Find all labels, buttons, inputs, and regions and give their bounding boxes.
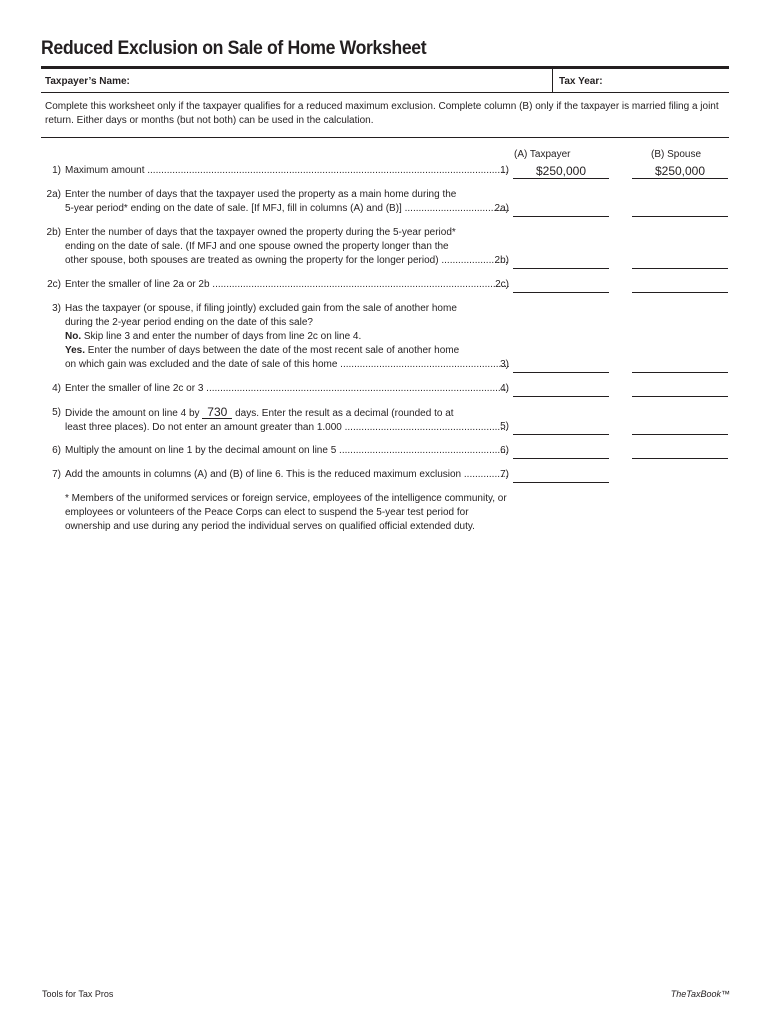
line-2a-column-b[interactable] — [632, 202, 728, 217]
line-number: 3) — [52, 303, 61, 314]
name-bar — [41, 69, 729, 93]
line-5-column-a[interactable] — [513, 420, 609, 435]
line-text: Enter the smaller of line 2c or 3 ..... — [65, 382, 509, 396]
line-4-column-a[interactable] — [513, 382, 609, 397]
line-number: 2c) — [47, 279, 61, 290]
days-divisor: 730 — [202, 406, 232, 419]
line-number: 4) — [52, 383, 61, 394]
yes-option: Yes. Enter the number of days between the date of the most recent sale of another home — [65, 345, 460, 356]
line-label: 6) — [500, 445, 509, 456]
line-2b-column-b[interactable] — [632, 254, 728, 269]
line-text: Has the taxpayer (or spouse, if filing jointly) excluded gain from the sale of another home — [65, 303, 457, 314]
line-3-column-b[interactable] — [632, 358, 728, 373]
line-label: 2b) — [494, 255, 509, 266]
line-6-column-a[interactable] — [513, 444, 609, 459]
line-2c-column-b[interactable] — [632, 278, 728, 293]
line-2c-column-a[interactable] — [513, 278, 609, 293]
line-2b-column-a[interactable] — [513, 254, 609, 269]
line-number: 2b) — [46, 227, 61, 238]
line-label: 3) — [500, 359, 509, 370]
no-option: No. Skip line 3 and enter the number of days from line 2c on line 4. — [65, 331, 362, 342]
line-7-column-a[interactable] — [513, 468, 609, 483]
line-text: Maximum amount ..... — [65, 164, 509, 178]
column-b-header: (B) Spouse — [651, 149, 702, 160]
line-label: 2c) — [495, 279, 509, 290]
page-title: Reduced Exclusion on Sale of Home Worksheet — [41, 38, 427, 59]
line-text: Add the amounts in columns (A) and (B) of line 6. This is the reduced maximum exclusion ..... — [65, 468, 509, 482]
line-1-column-a[interactable]: $250,000 — [513, 164, 609, 179]
column-headers — [41, 138, 729, 164]
line-text: least three places). Do not enter an amount greater than 1.000 ..... — [65, 421, 509, 435]
line-number: 5) — [52, 407, 61, 418]
line-text: Enter the number of days that the taxpayer used the property as a main home during the — [65, 189, 457, 200]
line-text: Enter the number of days that the taxpayer owned the property during the 5-year period* — [65, 227, 456, 238]
taxpayer-name-field[interactable]: Taxpayer’s Name: — [41, 69, 553, 92]
line-label: 4) — [500, 383, 509, 394]
line-text: during the 2-year period ending on the date of this sale? — [65, 317, 313, 328]
line-number: 2a) — [46, 189, 61, 200]
line-6-column-b[interactable] — [632, 444, 728, 459]
column-a-header: (A) Taxpayer — [514, 149, 571, 160]
line-label: 7) — [500, 469, 509, 480]
worksheet-lines — [41, 164, 729, 584]
line-text: other spouse, both spouses are treated as owning the property for the longer period) ..... — [65, 254, 509, 268]
line-number: 6) — [52, 445, 61, 456]
line-5-column-b[interactable] — [632, 420, 728, 435]
line-text: on which gain was excluded and the date of sale of this home ..... — [65, 358, 509, 372]
line-2a-column-a[interactable] — [513, 202, 609, 217]
line-text: Multiply the amount on line 1 by the decimal amount on line 5 ..... — [65, 444, 509, 458]
instructions: Complete this worksheet only if the taxpayer qualifies for a reduced maximum exclusion. Complete column (B) only if the taxpayer is married filing a joint return. Either days or months (but not both) can be used in the calculation. — [45, 101, 719, 126]
line-1-column-b[interactable]: $250,000 — [632, 164, 728, 179]
tax-year-field[interactable]: Tax Year: — [559, 76, 603, 87]
line-label: 5) — [500, 421, 509, 432]
line-4-column-b[interactable] — [632, 382, 728, 397]
line-label: 1) — [500, 165, 509, 176]
footnote-text: * Members of the uniformed services or foreign service, employees of the intelligence community, or employees or volunteers of the Peace Corps can elect to suspend the 5-year test period for ownership and use during any period the individual serves on qualified official extended duty. — [65, 493, 507, 532]
footer-brand: TheTaxBook™ — [670, 989, 730, 999]
line-number: 1) — [52, 165, 61, 176]
line-text: Divide the amount on line 4 by 730 days. Enter the result as a decimal (rounded to at — [65, 406, 454, 419]
worksheet — [41, 36, 729, 584]
line-number: 7) — [52, 469, 61, 480]
line-text: ending on the date of sale. (If MFJ and one spouse owned the property longer than the — [65, 241, 449, 252]
line-text: 5-year period* ending on the date of sale. [If MFJ, fill in columns (A) and (B)] ..... — [65, 202, 509, 216]
line-text: Enter the smaller of line 2a or 2b ..... — [65, 278, 509, 292]
line-label: 2a) — [494, 203, 509, 214]
line-3-column-a[interactable] — [513, 358, 609, 373]
footer-publisher: Tools for Tax Pros — [42, 989, 114, 999]
